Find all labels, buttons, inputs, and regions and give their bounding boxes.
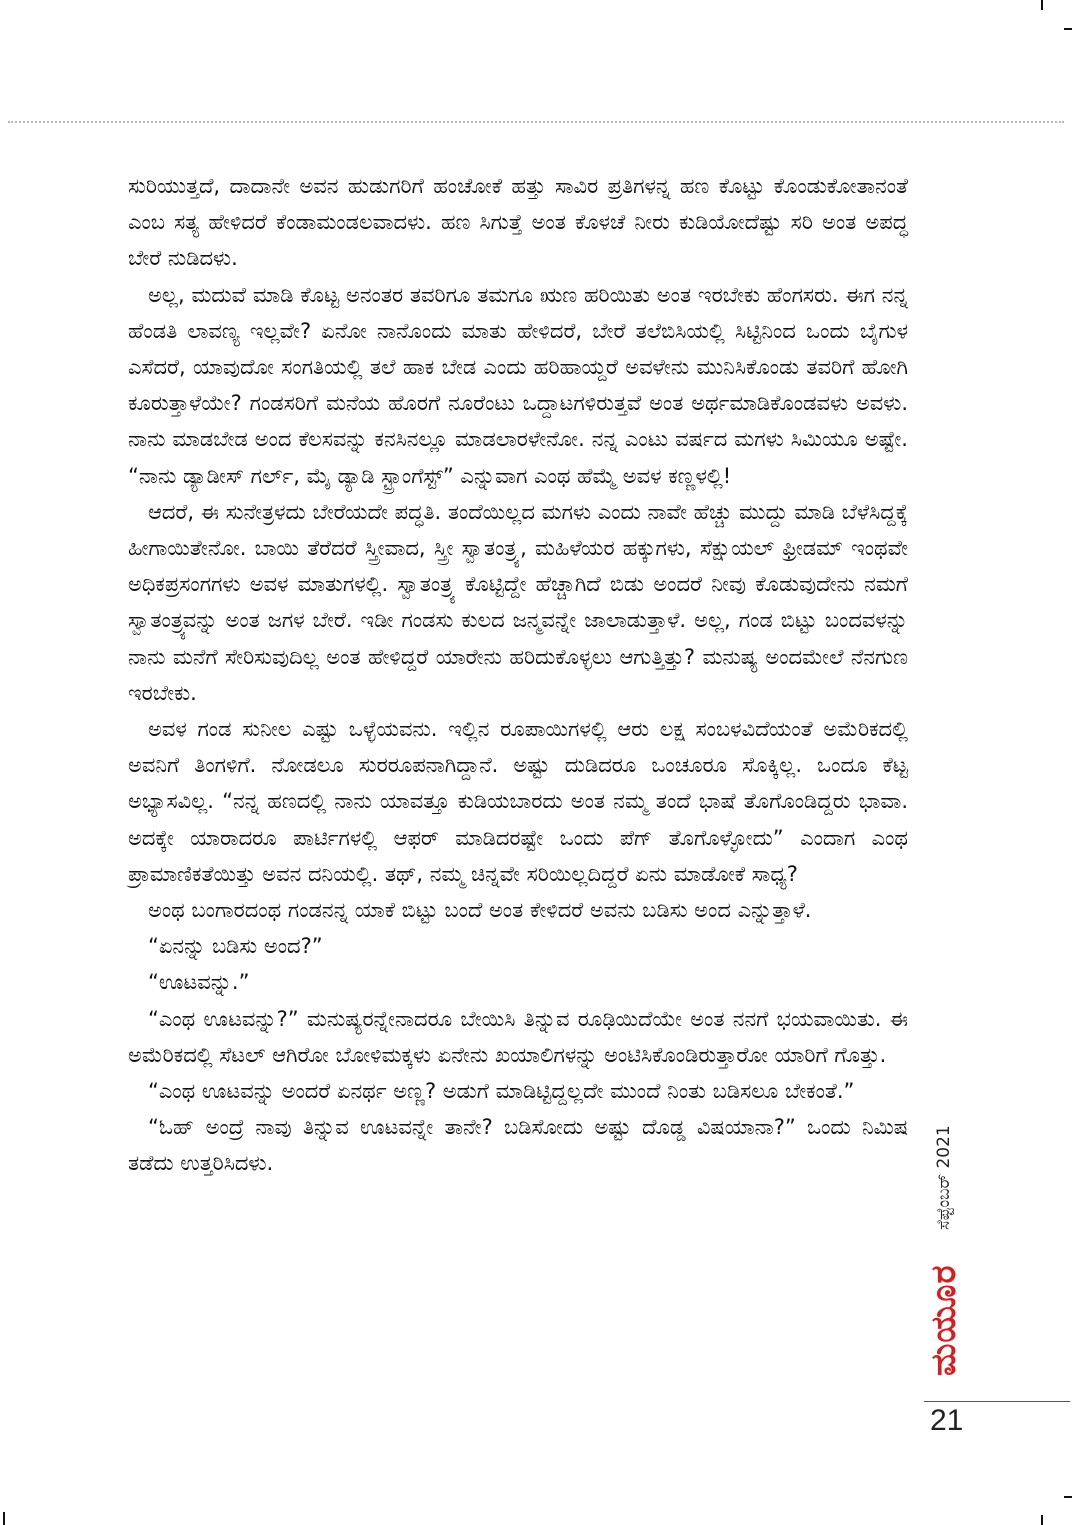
- paragraph: ಅವಳ ಗಂಡ ಸುನೀಲ ಎಷ್ಟು ಒಳ್ಳೆಯವನು. ಇಲ್ಲಿನ ರೂಪಾಯಿಗಳಲ್ಲಿ ಆರು ಲಕ್ಷ ಸಂಬಳವಿದೆಯಂತೆ ಅಮೆರಿಕದಲ್ಲಿ ಅವನಿಗೆ ತಿಂಗಳಿಗೆ. ನೋಡಲೂ ಸುರರೂಪನಾಗಿದ್ದಾನೆ. ಅಷ್ಟು ದುಡಿದರೂ ಒಂಚೂರೂ ಸೊಕ್ಕಿಲ್ಲ. ಒಂದೂ ಕೆಟ್ಟ ಅಭ್ಯಾಸವಿಲ್ಲ. “ನನ್ನ ಹಣದಲ್ಲಿ ನಾನು ಯಾವತ್ತೂ ಕುಡಿಯಬಾರದು ಅಂತ ನಮ್ಮ ತಂದೆ ಭಾಷೆ ತೊಗೊಂಡಿದ್ದರು ಭಾವಾ. ಅದಕ್ಕೇ ಯಾರಾದರೂ ಪಾರ್ಟಿಗಳಲ್ಲಿ ಆಫರ್ ಮಾಡಿದರಷ್ಟೇ ಒಂದು ಪೆಗ್ ತೊಗೊಳ್ಳೋದು” ಎಂದಾಗ ಎಂಥ ಪ್ರಾಮಾಣಿಕತೆಯಿತ್ತು ಅವನ ದನಿಯಲ್ಲಿ. ತಥ್, ನಮ್ಮ ಚಿನ್ನವೇ ಸರಿಯಿಲ್ಲದಿದ್ದರೆ ಏನು ಮಾಡೋಕೆ ಸಾಧ್ಯ?: [128, 717, 908, 886]
- paragraph: “ಊಟವನ್ನು.”: [148, 970, 250, 995]
- paragraph: “ಎಂಥ ಊಟವನ್ನು ಅಂದರೆ ಏನರ್ಥ ಅಣ್ಣ? ಅಡುಗೆ ಮಾಡಿಟ್ಟಿದ್ದಲ್ಲದೇ ಮುಂದೆ ನಿಂತು ಬಡಿಸಲೂ ಬೇಕಂತೆ.”: [148, 1079, 855, 1104]
- article-body: [128, 168, 908, 1182]
- crop-mark: [1041, 1515, 1043, 1525]
- paragraph: ಅಂಥ ಬಂಗಾರದಂಥ ಗಂಡನನ್ನ ಯಾಕೆ ಬಿಟ್ಟು ಬಂದೆ ಅಂತ ಕೇಳಿದರೆ ಅವನು ಬಡಿಸು ಅಂದ ಎನ್ನುತ್ತಾಳೆ.: [148, 898, 812, 923]
- dotted-rule: [8, 121, 1064, 123]
- paragraph: “ಏನನ್ನು ಬಡಿಸು ಅಂದ?”: [148, 934, 323, 959]
- page-number-rule: [924, 1401, 1070, 1402]
- magazine-sidebar: [924, 1080, 964, 1400]
- crop-mark: [3, 1512, 5, 1525]
- magazine-logo: ಮಯೂರ: [924, 1264, 964, 1376]
- crop-mark: [1064, 1496, 1072, 1498]
- crop-mark: [1064, 28, 1072, 30]
- paragraph: ಅಲ್ಲ, ಮದುವೆ ಮಾಡಿ ಕೊಟ್ಟ ಅನಂತರ ತವರಿಗೂ ತಮಗೂ ಋಣ ಹರಿಯಿತು ಅಂತ ಇರಬೇಕು ಹೆಂಗಸರು. ಈಗ ನನ್ನ ಹೆಂಡತಿ ಲಾವಣ್ಯ ಇಲ್ಲವೇ? ಏನೋ ನಾನೊಂದು ಮಾತು ಹೇಳಿದರೆ, ಬೇರೆ ತಲೆಬಿಸಿಯಲ್ಲಿ ಸಿಟ್ಟಿನಿಂದ ಒಂದು ಬೈಗುಳ ಎಸೆದರೆ, ಯಾವುದೋ ಸಂಗತಿಯಲ್ಲಿ ತಲೆ ಹಾಕ ಬೇಡ ಎಂದು ಹರಿಹಾಯ್ದರೆ ಅವಳೇನು ಮುನಿಸಿಕೊಂಡು ತವರಿಗೆ ಹೋಗಿ ಕೂರುತ್ತಾಳೆಯೇ? ಗಂಡಸರಿಗೆ ಮನೆಯ ಹೊರಗೆ ನೂರೆಂಟು ಒದ್ದಾಟಗಳಿರುತ್ತವೆ ಅಂತ ಅರ್ಥಮಾಡಿಕೊಂಡವಳು ಅವಳು. ನಾನು ಮಾಡಬೇಡ ಅಂದ ಕೆಲಸವನ್ನು ಕನಸಿನಲ್ಲೂ ಮಾಡಲಾರಳೇನೋ. ನನ್ನ ಎಂಟು ವರ್ಷದ ಮಗಳು ಸಿಮಿಯೂ ಅಷ್ಟೇ. “ನಾನು ಡ್ಯಾಡೀಸ್ ಗರ್ಲ್, ಮೈ ಡ್ಯಾಡಿ ಸ್ಟ್ರಾಂಗೆಸ್ಟ್” ಎನ್ನುವಾಗ ಎಂಥ ಹೆಮ್ಮೆ ಅವಳ ಕಣ್ಣಳಲ್ಲಿ!: [128, 282, 908, 488]
- paragraph: “ಓಹ್ ಅಂದ್ರೆ ನಾವು ತಿನ್ನುವ ಊಟವನ್ನೇ ತಾನೇ? ಬಡಿಸೋದು ಅಷ್ಟು ದೊಡ್ಡ ವಿಷಯಾನಾ?” ಒಂದು ನಿಮಿಷ ತಡೆದು ಉತ್ತರಿಸಿದಳು.: [128, 1115, 908, 1176]
- paragraph: ಆದರೆ, ಈ ಸುನೇತ್ರಳದು ಬೇರೆಯದೇ ಪದ್ಧತಿ. ತಂದೆಯಿಲ್ಲದ ಮಗಳು ಎಂದು ನಾವೇ ಹೆಚ್ಚು ಮುದ್ದು ಮಾಡಿ ಬೆಳೆಸಿದ್ದಕ್ಕೆ ಹೀಗಾಯಿತೇನೋ. ಬಾಯಿ ತೆರೆದರೆ ಸ್ತ್ರೀವಾದ, ಸ್ತ್ರೀ ಸ್ವಾತಂತ್ರ್ಯ, ಮಹಿಳೆಯರ ಹಕ್ಕುಗಳು, ಸೆಕ್ಷುಯಲ್ ಫ್ರೀಡಮ್ ಇಂಥವೇ ಅಧಿಕಪ್ರಸಂಗಗಳು ಅವಳ ಮಾತುಗಳಲ್ಲಿ. ಸ್ವಾತಂತ್ರ್ಯ ಕೊಟ್ಟಿದ್ದೇ ಹೆಚ್ಚಾಗಿದೆ ಬಿಡು ಅಂದರೆ ನೀವು ಕೊಡುವುದೇನು ನಮಗೆ ಸ್ವಾತಂತ್ರ್ಯವನ್ನು ಅಂತ ಜಗಳ ಬೇರೆ. ಇಡೀ ಗಂಡಸು ಕುಲದ ಜನ್ಮವನ್ನೇ ಜಾಲಾಡುತ್ತಾಳೆ. ಅಲ್ಲ, ಗಂಡ ಬಿಟ್ಟು ಬಂದವಳನ್ನು ನಾನು ಮನೆಗೆ ಸೇರಿಸುವುದಿಲ್ಲ ಅಂತ ಹೇಳಿದ್ದರೆ ಯಾರೇನು ಹರಿದುಕೊಳ್ಳಲು ಆಗುತ್ತಿತ್ತು? ಮನುಷ್ಯ ಅಂದಮೇಲೆ ನೆನಗುಣ ಇರಬೇಕು.: [128, 499, 908, 705]
- crop-mark: [1041, 0, 1043, 10]
- paragraph: ಸುರಿಯುತ್ತದೆ, ದಾದಾನೇ ಅವನ ಹುಡುಗರಿಗೆ ಹಂಚೋಕೆ ಹತ್ತು ಸಾವಿರ ಪ್ರತಿಗಳನ್ನ ಹಣ ಕೊಟ್ಟು ಕೊಂಡುಕೋತಾನಂತೆ ಎಂಬ ಸತ್ಯ ಹೇಳಿದರೆ ಕೆಂಡಾಮಂಡಲವಾದಳು. ಹಣ ಸಿಗುತ್ತೆ ಅಂತ ಕೊಳಚೆ ನೀರು ಕುಡಿಯೋದೆಷ್ಟು ಸರಿ ಅಂತ ಅಪದ್ಧ ಬೇರೆ ನುಡಿದಳು.: [128, 174, 908, 271]
- page-number: 21: [930, 1404, 964, 1437]
- issue-date: ಸೆಪ್ಟೆಂಬರ್ 2021: [934, 1125, 954, 1230]
- paragraph: “ಎಂಥ ಊಟವನ್ನು?” ಮನುಷ್ಯರನ್ನೇನಾದರೂ ಬೇಯಿಸಿ ತಿನ್ನುವ ರೂಢಿಯಿದೆಯೇ ಅಂತ ನನಗೆ ಭಯವಾಯಿತು. ಈ ಅಮೆರಿಕದಲ್ಲಿ ಸೆಟಲ್ ಆಗಿರೋ ಬೋಳಿಮಕ್ಕಳು ಏನೇನು ಖಯಾಲಿಗಳನ್ನು ಅಂಟಿಸಿಕೊಂಡಿರುತ್ತಾರೋ ಯಾರಿಗೆ ಗೊತ್ತು.: [128, 1006, 908, 1067]
